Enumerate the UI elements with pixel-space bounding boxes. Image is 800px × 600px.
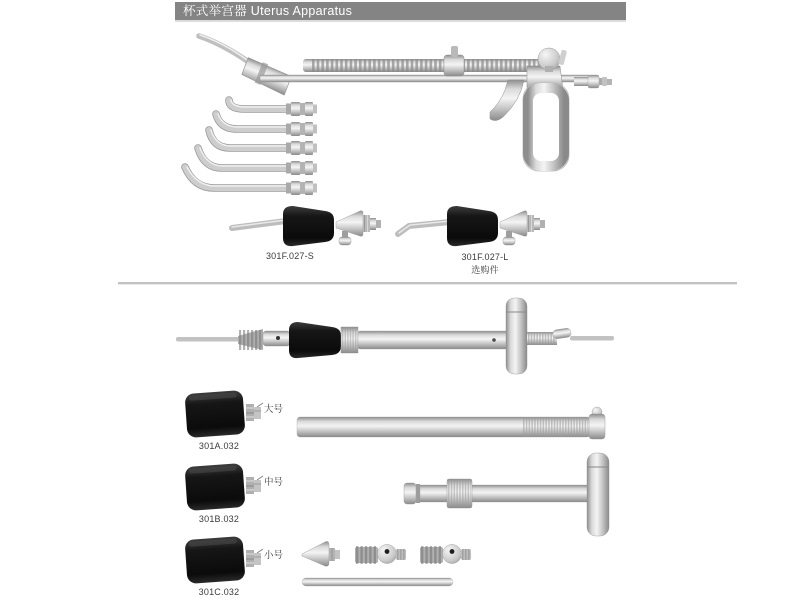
cup-assembly-body bbox=[283, 206, 381, 246]
optional-part-note: 选购件 bbox=[471, 265, 499, 275]
t-handle-tool-image bbox=[404, 453, 609, 536]
threaded-adapter-image bbox=[420, 545, 471, 564]
cup-assembly-body bbox=[447, 206, 545, 246]
part-code-cup-large: 301A.032 bbox=[198, 441, 240, 451]
long-rod-image bbox=[297, 407, 605, 439]
cup-assembly-short-image bbox=[232, 206, 381, 246]
size-label-medium: 中号 bbox=[264, 477, 284, 488]
page-title: 杯式举宫器 Uterus Apparatus bbox=[183, 4, 353, 18]
curved-tips-set-image bbox=[185, 100, 317, 195]
size-label-small: 小号 bbox=[264, 550, 284, 561]
cone-adapter-image bbox=[302, 541, 340, 566]
size-label-large: 大号 bbox=[264, 404, 284, 415]
part-code-cup-long: 301F.027-L bbox=[461, 252, 509, 262]
cup-small-image bbox=[185, 536, 263, 584]
cup-assembly-long-image bbox=[398, 206, 545, 246]
cup-large-image bbox=[185, 390, 263, 438]
assembled-manipulator-image bbox=[176, 298, 614, 374]
part-code-cup-short: 301F.027-S bbox=[265, 251, 315, 261]
part-code-cup-medium: 301B.032 bbox=[198, 514, 240, 524]
curved-tip-image bbox=[216, 114, 317, 136]
curved-tip-image bbox=[229, 100, 317, 116]
threaded-adapter-image bbox=[355, 545, 406, 564]
small-parts-image bbox=[302, 541, 471, 586]
pin-rod-image bbox=[302, 578, 453, 586]
section-divider bbox=[118, 282, 737, 285]
cup-medium-image bbox=[185, 463, 263, 511]
part-code-cup-small: 301C.032 bbox=[198, 587, 240, 597]
